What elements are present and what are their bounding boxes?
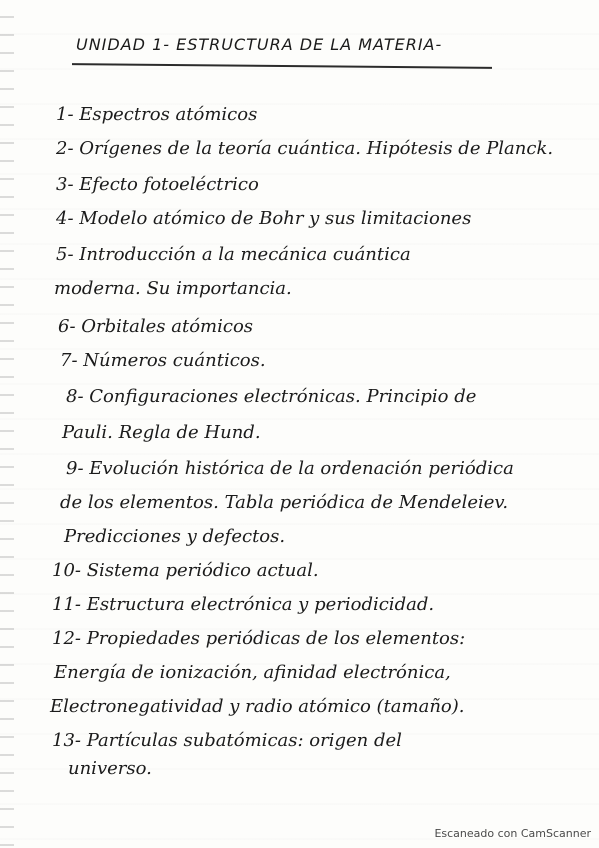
topic-line: 8- Configuraciones electrónicas. Principio de — [66, 386, 477, 407]
topic-line: 13- Partículas subatómicas: origen del — [52, 730, 402, 751]
topic-line: de los elementos. Tabla periódica de Mendeleiev. — [60, 492, 509, 513]
topic-line: Electronegatividad y radio atómico (tamaño). — [50, 696, 465, 717]
topic-line: 1- Espectros atómicos — [56, 104, 258, 125]
unit-title: UNIDAD 1- ESTRUCTURA DE LA MATERIA- — [76, 35, 443, 54]
topic-line: universo. — [68, 758, 152, 779]
topic-line: 9- Evolución histórica de la ordenación periódica — [66, 458, 514, 479]
topic-line: 7- Números cuánticos. — [60, 350, 266, 371]
topic-line: Energía de ionización, afinidad electrónica, — [54, 662, 451, 683]
topic-line: Predicciones y defectos. — [64, 526, 286, 547]
scanner-watermark: Escaneado con CamScanner — [434, 827, 591, 840]
topic-line: 3- Efecto fotoeléctrico — [56, 174, 259, 195]
topic-line: 10- Sistema periódico actual. — [52, 560, 319, 581]
topic-line: 6- Orbitales atómicos — [58, 316, 254, 337]
topic-line: 5- Introducción a la mecánica cuántica — [56, 244, 411, 265]
topic-line: 12- Propiedades periódicas de los elementos: — [52, 628, 466, 649]
topic-line: 2- Orígenes de la teoría cuántica. Hipótesis de Planck. — [56, 138, 554, 159]
title-underline — [72, 63, 492, 69]
topic-line: moderna. Su importancia. — [54, 278, 292, 299]
topic-line: 11- Estructura electrónica y periodicidad. — [52, 594, 435, 615]
notebook-margin-ticks — [0, 0, 14, 848]
topic-line: Pauli. Regla de Hund. — [62, 422, 261, 443]
topic-line: 4- Modelo atómico de Bohr y sus limitaciones — [56, 208, 472, 229]
